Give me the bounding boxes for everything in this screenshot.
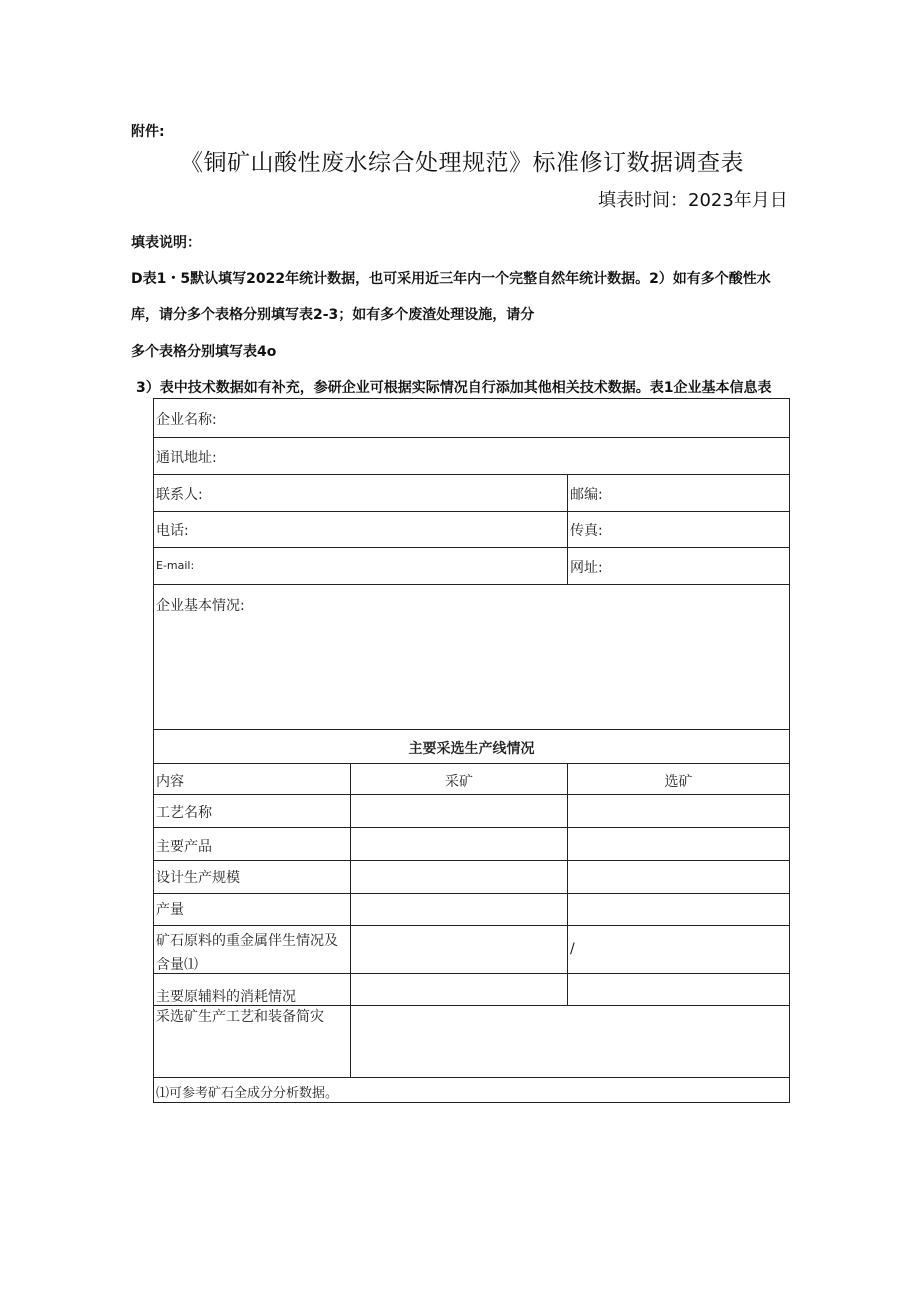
row-divider [154, 437, 789, 438]
output-label: 产量 [156, 902, 184, 918]
basic-info-label: 企业基本情况: [156, 598, 245, 614]
instruction-line: 3）表中技术数据如有补充，参研企业可根据实际情况自行添加其他相关技术数据。表1企业基本信息表 [136, 380, 772, 396]
materials-consumption-label: 主要原辅料的消耗情况 [156, 989, 296, 1005]
process-equipment-label: 采选矿生产工艺和装备简灾 [156, 1009, 324, 1025]
postcode-label: 邮编: [570, 487, 603, 503]
company-name-label: 企业名称: [156, 412, 217, 428]
company-info-form [153, 398, 790, 1103]
website-label: 网址: [570, 560, 603, 576]
row-divider [154, 729, 789, 730]
document-title: 《铜矿山酸性废水综合处理规范》标准修订数据调查表 [180, 150, 744, 176]
section-title: 主要采选生产线情况 [408, 741, 535, 757]
process-name-label: 工艺名称 [156, 805, 212, 821]
phone-label: 电话: [156, 523, 189, 539]
row-divider [154, 893, 789, 894]
contact-label: 联系人: [156, 487, 203, 503]
row-divider [154, 763, 789, 764]
beneficiation-column-header: 选矿 [664, 774, 693, 790]
column-divider [567, 474, 568, 584]
row-divider [154, 511, 789, 512]
column-divider [567, 763, 568, 1005]
main-products-label: 主要产品 [156, 839, 212, 855]
email-label: E-mail: [156, 559, 195, 572]
instruction-line: 库，请分多个表格分别填写表2-3；如有多个废渣处理设施，请分 [131, 307, 535, 323]
row-divider [154, 973, 789, 974]
row-divider [154, 584, 789, 585]
design-capacity-label: 设计生产规模 [156, 870, 240, 886]
row-divider [154, 827, 789, 828]
row-divider [154, 547, 789, 548]
attachment-label: 附件: [131, 124, 165, 140]
row-divider [154, 860, 789, 861]
heavy-metal-label-cont: 含量⑴ [156, 957, 198, 973]
instruction-line: 多个表格分别填写表4o [131, 344, 277, 360]
instructions-heading: 填表说明： [131, 235, 201, 251]
fill-date: 填表时间：2023年月日 [598, 190, 788, 211]
row-divider [154, 925, 789, 926]
content-column-header: 内容 [156, 774, 184, 790]
footnote: ⑴可参考矿石全成分分析数据。 [156, 1086, 339, 1101]
address-label: 通讯地址: [156, 450, 217, 466]
fax-label: 传真: [570, 523, 603, 539]
row-divider [154, 794, 789, 795]
mining-column-header: 采矿 [445, 774, 473, 790]
heavy-metal-label: 矿石原料的重金属伴生情况及 [156, 933, 338, 949]
row-divider [154, 1077, 789, 1078]
not-applicable-slash: / [570, 941, 575, 957]
row-divider [154, 474, 789, 475]
instruction-line: D表1・5默认填写2022年统计数据，也可采用近三年内一个完整自然年统计数据。2）如有多个酸性水 [131, 271, 771, 287]
column-divider [350, 763, 351, 1077]
